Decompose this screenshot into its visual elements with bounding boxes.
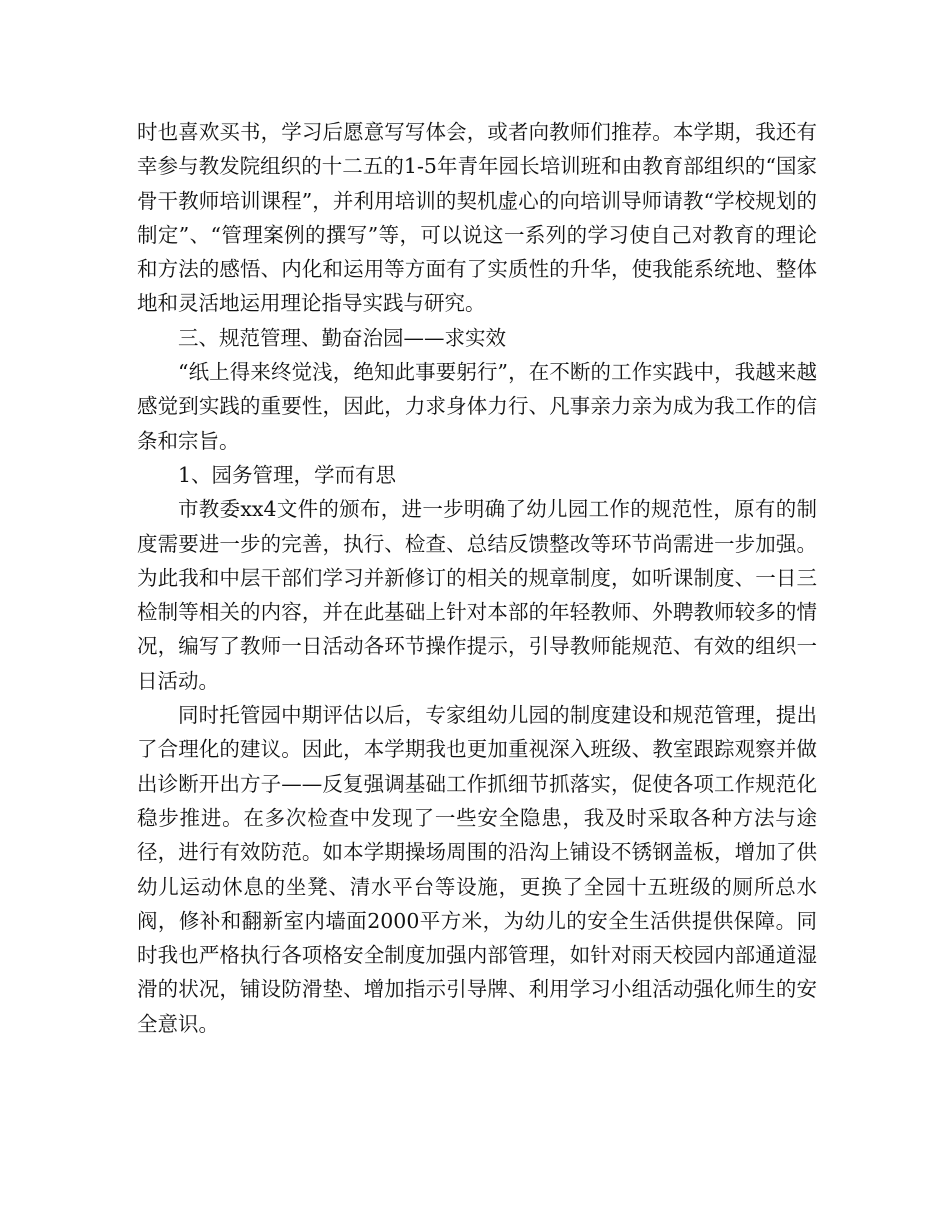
document-page [137, 115, 817, 1041]
section-heading: 三、规范管理、勤奋治园——求实效 [178, 325, 506, 350]
paragraph-evaluation: 同时托管园中期评估以后，专家组幼儿园的制度建设和规范管理，提出了合理化的建议。因此，本学期我也更加重视深入班级、教室跟踪观察并做出诊断开出方子——反复强调基础工作抓细节抓落实，促使各项工作规范化稳步推进。在多次检查中发现了一些安全隐患，我及时采取各种方法与途径，进行有效防范。如本学期操场周围的沿沟上铺设不锈钢盖板，增加了供幼儿运动休息的坐凳、清水平台等设施，更换了全园十五班级的厕所总水阀，修补和翻新室内墙面2000平方米，为幼儿的安全生活供提供保障。同时我也严格执行各项格安全制度加强内部管理，如针对雨天校园内部通道湿滑的状况，铺设防滑垫、增加指示引导牌、利用学习小组活动强化师生的安全意识。 [137, 703, 817, 1036]
paragraph-quote: “纸上得来终觉浅，绝知此事要躬行”，在不断的工作实践中，我越来越感觉到实践的重要性，因此，力求身体力行、凡事亲力亲为成为我工作的信条和宗旨。 [137, 360, 817, 453]
paragraph-continuation: 时也喜欢买书，学习后愿意写写体会，或者向教师们推荐。本学期，我还有幸参与教发院组织的十二五的1-5年青年园长培训班和由教育部组织的“国家骨干教师培训课程”，并利用培训的契机虚心的向培训导师请教“学校规划的制定”、“管理案例的撰写”等，可以说这一系列的学习使自己对教育的理论和方法的感悟、内化和运用等方面有了实质性的升华，使我能系统地、整体地和灵活地运用理论指导实践与研究。 [137, 120, 817, 316]
subsection-heading: 1、园务管理，学而有思 [178, 462, 397, 487]
paragraph-management: 市教委xx4文件的颁布，进一步明确了幼儿园工作的规范性，原有的制度需要进一步的完善，执行、检查、总结反馈整改等环节尚需进一步加强。为此我和中层干部们学习并新修订的相关的规章制度，如听课制度、一日三检制等相关的内容，并在此基础上针对本部的年轻教师、外聘教师较多的情况，编写了教师一日活动各环节操作提示，引导教师能规范、有效的组织一日活动。 [137, 497, 817, 693]
